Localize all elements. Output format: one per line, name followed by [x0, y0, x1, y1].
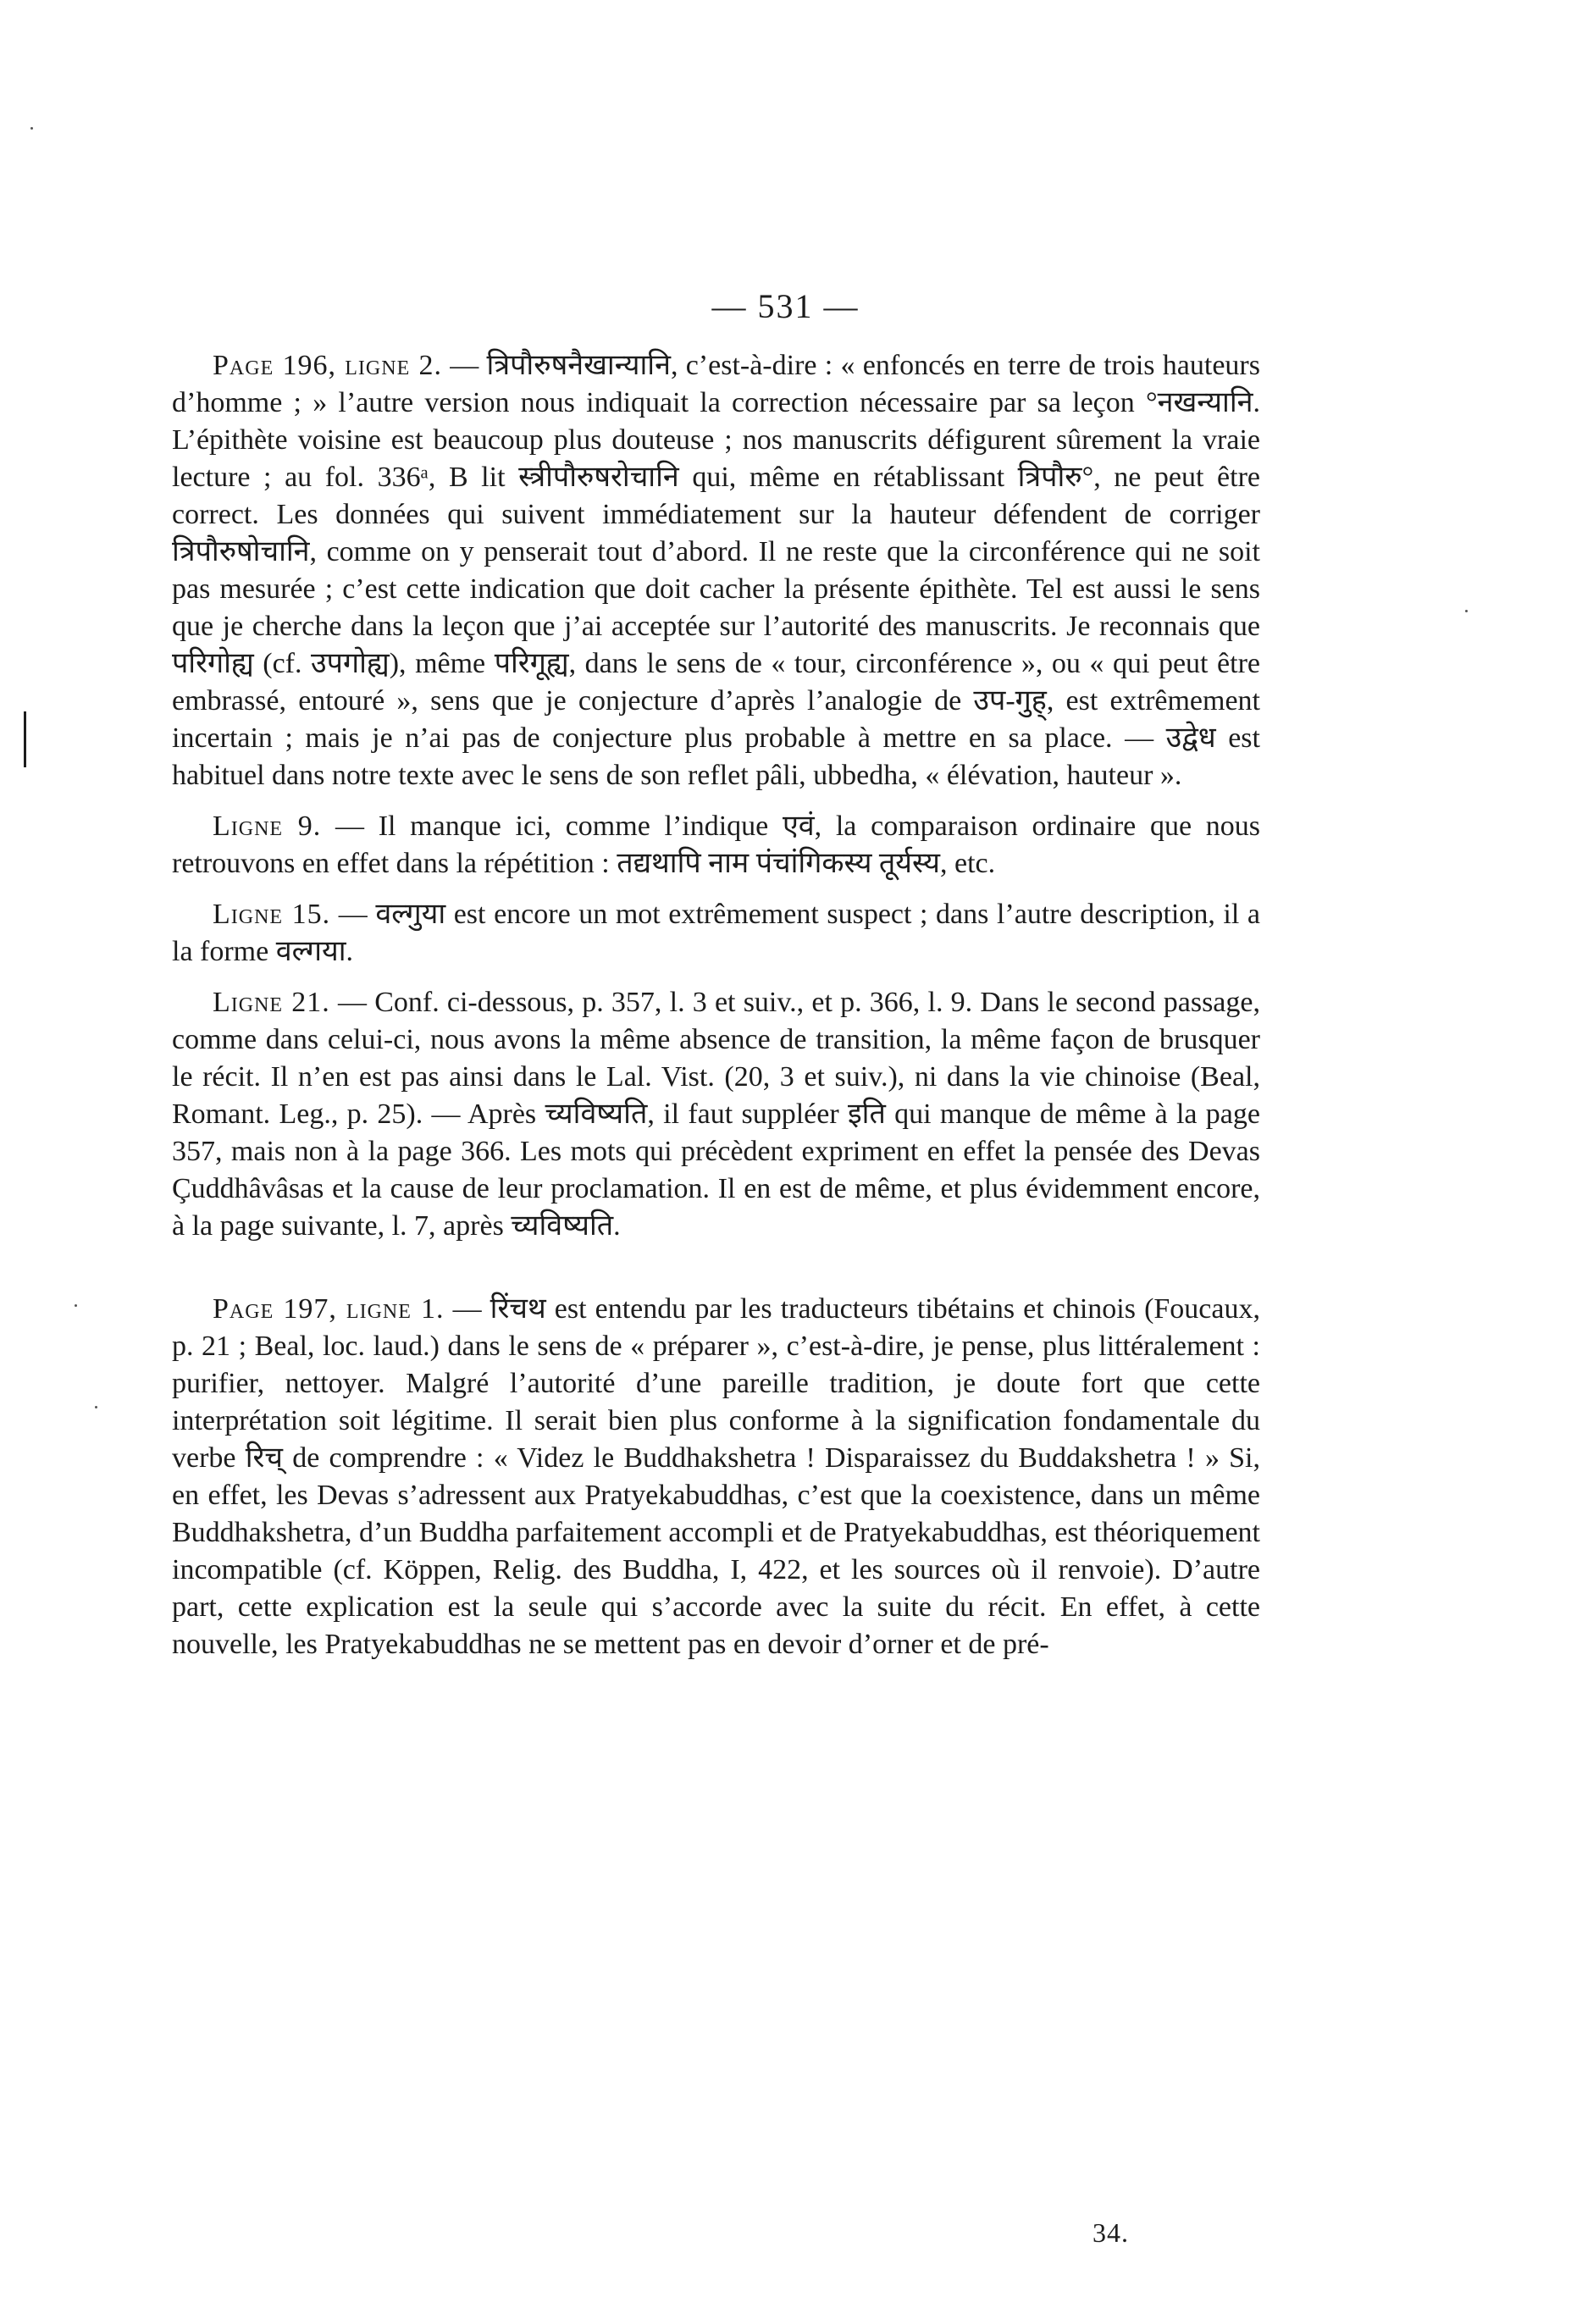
margin-speck	[75, 1304, 77, 1307]
page-number: — 531 —	[711, 287, 860, 325]
text-block	[172, 347, 1260, 1677]
paragraph-heading: Ligne 21.	[213, 987, 330, 1018]
left-margin-mark	[24, 711, 26, 767]
paragraph	[172, 1291, 1260, 1663]
margin-speck	[95, 1406, 97, 1408]
paragraph	[172, 808, 1260, 883]
paragraph-heading: Ligne 15.	[213, 899, 331, 930]
paragraph-text: — Il manque ici, comme l’indique एवं, la comparaison ordinaire que nous retrouvons en effet dans la répétition : तद्यथापि नाम पंचांगिकस्य तूर्यस्य, etc.	[172, 811, 1260, 879]
paragraph-text: — रिंचथ est entendu par les traducteurs tibétains et chinois (Foucaux, p. 21 ; Beal, loc. laud.) dans le sens de « préparer », c’est-à-dire, je pense, plus littéralement : purifier, nettoyer. Malgré l’autorité d’une pareille tradition, je doute fort que cette interprétation soit légitime. Il serait bien plus conforme à la signification fondamentale du verbe रिच् de comprendre : « Videz le Buddhakshetra ! Disparaissez du Buddakshetra ! » Si, en effet, les Devas s’adressent aux Pratyekabuddhas, c’est que la coexistence, dans un même Buddhakshetra, d’un Buddha parfaitement accompli et de Pratyekabuddhas, est théoriquement incompatible (cf. Köppen, Relig. des Buddha, I, 422, et les sources où il renvoie). D’autre part, cette explication est la seule qui s’accorde avec la suite du récit. En effet, à cette nouvelle, les Pratyekabuddhas ne se mettent pas en devoir d’orner et de pré-	[172, 1293, 1260, 1660]
paragraph	[172, 896, 1260, 971]
paragraph-heading: Page 196, ligne 2.	[213, 350, 443, 381]
paragraph	[172, 984, 1260, 1245]
paragraph-text: — वल्गुया est encore un mot extrêmement suspect ; dans l’autre description, il a la forme वल्गया.	[172, 899, 1260, 967]
margin-speck	[30, 127, 33, 130]
margin-speck	[1465, 610, 1468, 612]
paragraph-heading: Page 197, ligne 1.	[213, 1293, 445, 1325]
paragraph	[172, 347, 1260, 794]
paragraph-text: — त्रिपौरुषनैखान्यानि, c’est-à-dire : « enfoncés en terre de trois hauteurs d’homme ; » l’autre version nous indiquait la correction nécessaire par sa leçon °नखन्यानि. L’épithète voisine est beaucoup plus douteuse ; nos manuscrits défigurent sûrement la vraie lecture ; au fol. 336ᵃ, B lit स्त्रीपौरुषरोचानि qui, même en rétablissant त्रिपौरु°, ne peut être correct. Les données qui suivent immédiatement sur la hauteur défendent de corriger त्रिपौरुषोचानि, comme on y penserait tout d’abord. Il ne reste que la circonférence qui ne soit pas mesurée ; c’est cette indication que doit cacher la présente épithète. Tel est aussi le sens que je cherche dans la leçon que j’ai acceptée sur l’autorité des manuscrits. Je reconnais que परिगोह्य (cf. उपगोह्य), même परिगूह्य, dans le sens de « tour, circonférence », ou « qui peut être embrassé, entouré », sens que je conjecture d’après l’analogie de उप-गुह्, est extrêmement incertain ; mais je n’ai pas de conjecture plus probable à mettre en sa place. — उद्वेध est habituel dans notre texte avec le sens de son reflet pâli, ubbedha, « élévation, hauteur ».	[172, 350, 1260, 791]
paragraph-heading: Ligne 9.	[213, 811, 322, 842]
signature-mark: 34.	[1093, 2217, 1129, 2248]
paragraph-text: — Conf. ci-dessous, p. 357, l. 3 et suiv., et p. 366, l. 9. Dans le second passage, comme dans celui-ci, nous avons la même absence de transition, la même façon de brusquer le récit. Il n’en est pas ainsi dans le Lal. Vist. (20, 3 et suiv.), ni dans la vie chinoise (Beal, Romant. Leg., p. 25). — Après च्यविष्यति, il faut suppléer इति qui manque de même à la page 357, mais non à la page 366. Les mots qui précèdent expriment en effet la pensée des Devas Çuddhâvâsas et la cause de leur proclamation. Il en est de même, et plus évidemment encore, à la page suivante, l. 7, après च्यविष्यति.	[172, 987, 1260, 1242]
